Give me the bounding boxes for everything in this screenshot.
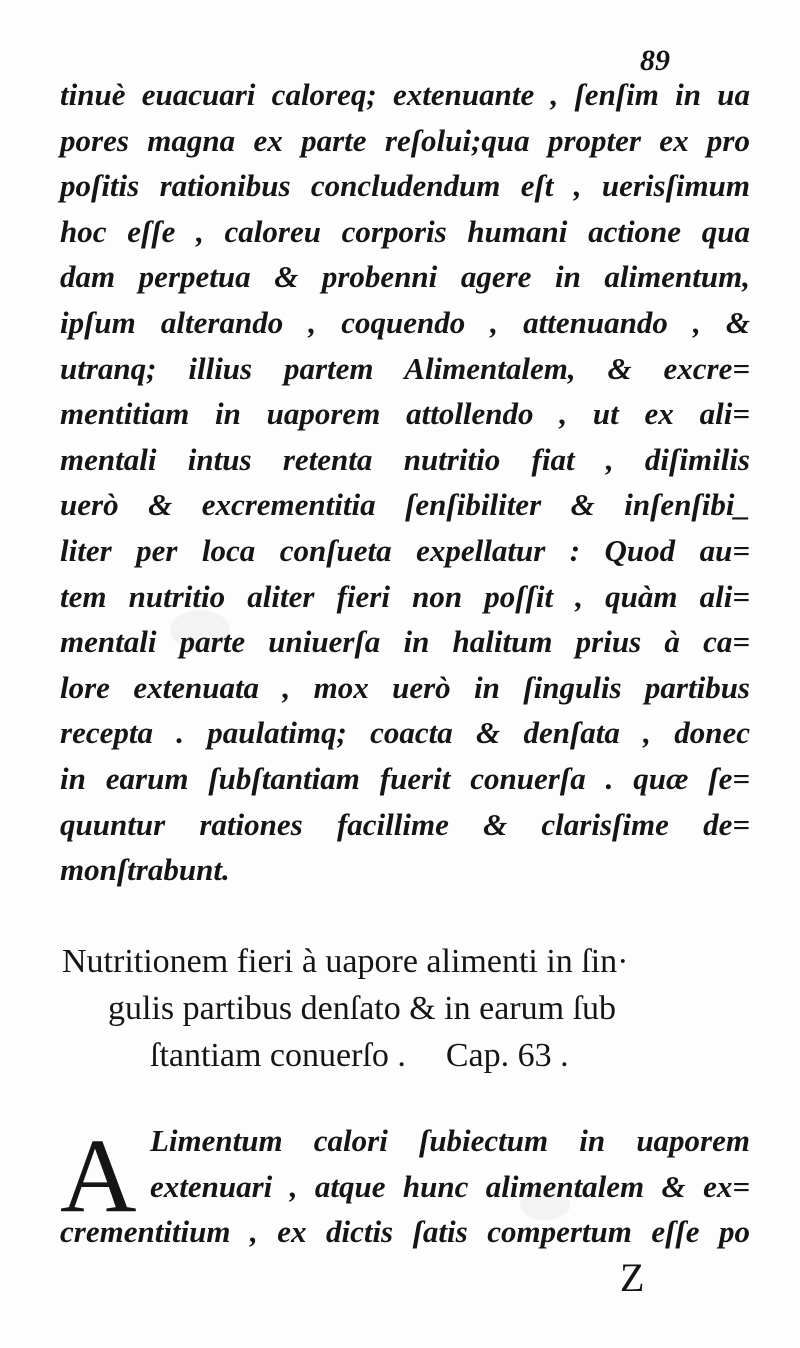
text-line: mentali intus retenta nutritio fiat , diſimilis	[60, 441, 750, 477]
drop-cap: A	[60, 1117, 137, 1234]
text-line: mentitiam in uaporem attollendo , ut ex ali=	[60, 396, 750, 432]
text-line: monſtrabunt.	[60, 852, 230, 888]
text-line: lore extenuata , mox uerò in ſingulis partibus	[60, 669, 750, 705]
text-line: quuntur rationes facillime & clarisſime de=	[60, 806, 750, 842]
text-line: crementitium , ex dictis ſatis compertum eſſe po	[60, 1214, 750, 1250]
text-line: hoc eſſe , caloreu corporis humani actione qua	[60, 213, 750, 249]
text-line: tinuè euacuari caloreq; extenuante , ſenſim in ua	[60, 77, 750, 112]
text-line: recepta . paulatimq; coacta & denſata , donec	[60, 715, 750, 751]
heading-line: gulis partibus denſato & in earum ſub	[108, 990, 617, 1027]
text-line: ipſum alterando , coquendo , attenuando , &	[60, 304, 750, 340]
chapter-heading	[62, 938, 742, 1079]
text-line: extenuari , atque hunc alimentalem & ex=	[150, 1168, 750, 1204]
text-line: liter per loca conſueta expellatur : Quod au=	[60, 532, 750, 568]
text-line: mentali parte uniuerſa in halitum prius à ca=	[60, 624, 750, 660]
catchword: Z	[620, 1255, 645, 1300]
chapter-number: Cap. 63 .	[445, 1037, 569, 1074]
text-line: dam perpetua & probenni agere in alimentum,	[60, 259, 750, 295]
body-text	[60, 72, 750, 893]
text-line: poſitis rationibus concludendum eſt , uerisſimum	[60, 168, 750, 204]
heading-line	[62, 1032, 742, 1079]
text-line: in earum ſubſtantiam fuerit conuerſa . quæ ſe=	[60, 760, 750, 796]
text-line: uerò & excrementitia ſenſibiliter & inſenſibi_	[60, 487, 750, 523]
heading-line: Nutritionem fieri à uapore alimenti in ſin·	[62, 943, 629, 980]
heading-text: ſtantiam conuerſo .	[150, 1037, 406, 1074]
text-line: tem nutritio aliter fieri non poſſit , quàm ali=	[60, 578, 750, 614]
chapter-body	[60, 1118, 750, 1255]
text-line: pores magna ex parte reſolui;qua propter ex pro	[60, 122, 750, 158]
page-number: 89	[640, 44, 670, 77]
text-line: Limentum calori ſubiectum in uaporem	[150, 1123, 750, 1158]
text-line: utranq; illius partem Alimentalem, & excre=	[60, 350, 750, 386]
